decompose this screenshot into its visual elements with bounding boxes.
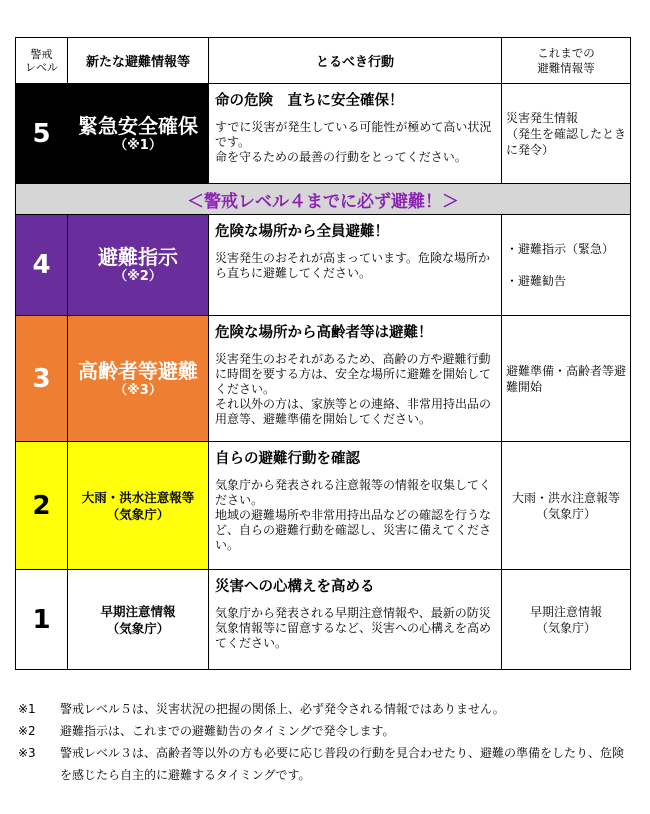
alert-level-table <box>15 37 631 670</box>
header-action: とるべき行動 <box>209 38 502 84</box>
table-row-level-1 <box>16 570 631 670</box>
footnote <box>18 720 633 742</box>
table-row-level-4 <box>16 215 631 316</box>
level-note: （気象庁） <box>106 506 170 522</box>
action-body: 気象庁から発表される注意報等の情報を収集してください。 地域の避難場所や非常用持出品などの確認を行うなど、自らの避難行動を確認し、災害に備えてください。 <box>215 478 492 552</box>
footnote-mark: ※3 <box>18 746 36 760</box>
action-cell <box>209 316 502 442</box>
level-note: （※2） <box>114 269 162 284</box>
footnote <box>18 742 633 786</box>
previous-info: 早期注意情報 （気象庁） <box>502 570 631 670</box>
level-name: 大雨・洪水注意報等 <box>81 489 195 505</box>
action-body: すでに災害が発生している可能性が極めて高い状況です。 命を守るための最善の行動をとってください。 <box>215 120 492 164</box>
previous-info: 大雨・洪水注意報等 （気象庁） <box>502 442 631 570</box>
header-previous: これまでの 避難情報等 <box>502 38 631 84</box>
level-number: 5 <box>16 84 68 184</box>
table-row-level-3 <box>16 316 631 442</box>
header-level: 警戒 レベル <box>16 38 68 84</box>
footnote-text: 警戒レベル３は、高齢者等以外の方も必要に応じ普段の行動を見合わせたり、避難の準備をしたり、危険を感じたら自主的に避難するタイミングです。 <box>60 746 625 782</box>
table-row-level-5 <box>16 84 631 184</box>
action-title: 危険な場所から高齢者等は避難！ <box>215 325 433 341</box>
header-new-info: 新たな避難情報等 <box>68 38 209 84</box>
action-title: 自らの避難行動を確認 <box>215 451 360 467</box>
table-header-row <box>16 38 631 84</box>
previous-info: 避難準備・高齢者等避難開始 <box>502 316 631 442</box>
level-note: （※1） <box>114 137 162 153</box>
table-row-level-2 <box>16 442 631 570</box>
action-cell <box>209 570 502 670</box>
previous-info: ・避難指示（緊急） ・避難勧告 <box>502 215 631 316</box>
action-cell <box>209 215 502 316</box>
evacuation-banner-row <box>16 184 631 215</box>
action-cell <box>209 442 502 570</box>
level-name: 緊急安全確保 <box>78 113 198 138</box>
level-note: （気象庁） <box>106 620 170 636</box>
level-name-cell <box>68 215 209 316</box>
footnotes <box>18 698 633 786</box>
action-title: 危険な場所から全員避難！ <box>215 224 389 240</box>
previous-info: 災害発生情報 （発生を確認したときに発令） <box>502 84 631 184</box>
evacuation-banner: ＜警戒レベル４までに必ず避難！＞ <box>16 184 631 215</box>
level-number: 1 <box>16 570 68 670</box>
level-note: （※3） <box>114 382 162 398</box>
action-body: 災害発生のおそれがあるため、高齢の方や避難行動に時間を要する方は、安全な場所に避難を開始してください。 それ以外の方は、家族等との連絡、非常用持出品の用意等、避難準備を開始してください。 <box>215 352 492 426</box>
footnote-mark: ※2 <box>18 724 36 738</box>
level-name-cell <box>68 316 209 442</box>
action-title: 命の危険 直ちに安全確保！ <box>215 93 404 109</box>
level-name-cell <box>68 84 209 184</box>
action-title: 災害への心構えを高める <box>215 579 375 595</box>
level-name: 早期注意情報 <box>100 603 176 619</box>
footnote-text: 避難指示は、これまでの避難勧告のタイミングで発令します。 <box>60 724 395 738</box>
level-number: 4 <box>16 215 68 316</box>
level-number: 2 <box>16 442 68 570</box>
action-body: 気象庁から発表される早期注意情報や、最新の防災気象情報等に留意するなど、災害への心構えを高めてください。 <box>215 606 492 650</box>
footnote-mark: ※1 <box>18 702 36 716</box>
action-body: 災害発生のおそれが高まっています。危険な場所から直ちに避難してください。 <box>215 251 491 280</box>
action-cell <box>209 84 502 184</box>
level-number: 3 <box>16 316 68 442</box>
footnote-text: 警戒レベル５は、災害状況の把握の関係上、必ず発令される情報ではありません。 <box>60 702 505 716</box>
level-name: 避難指示 <box>98 245 178 269</box>
footnote <box>18 698 633 720</box>
level-name-cell <box>68 570 209 670</box>
level-name-cell <box>68 442 209 570</box>
level-name: 高齢者等避難 <box>78 358 198 383</box>
